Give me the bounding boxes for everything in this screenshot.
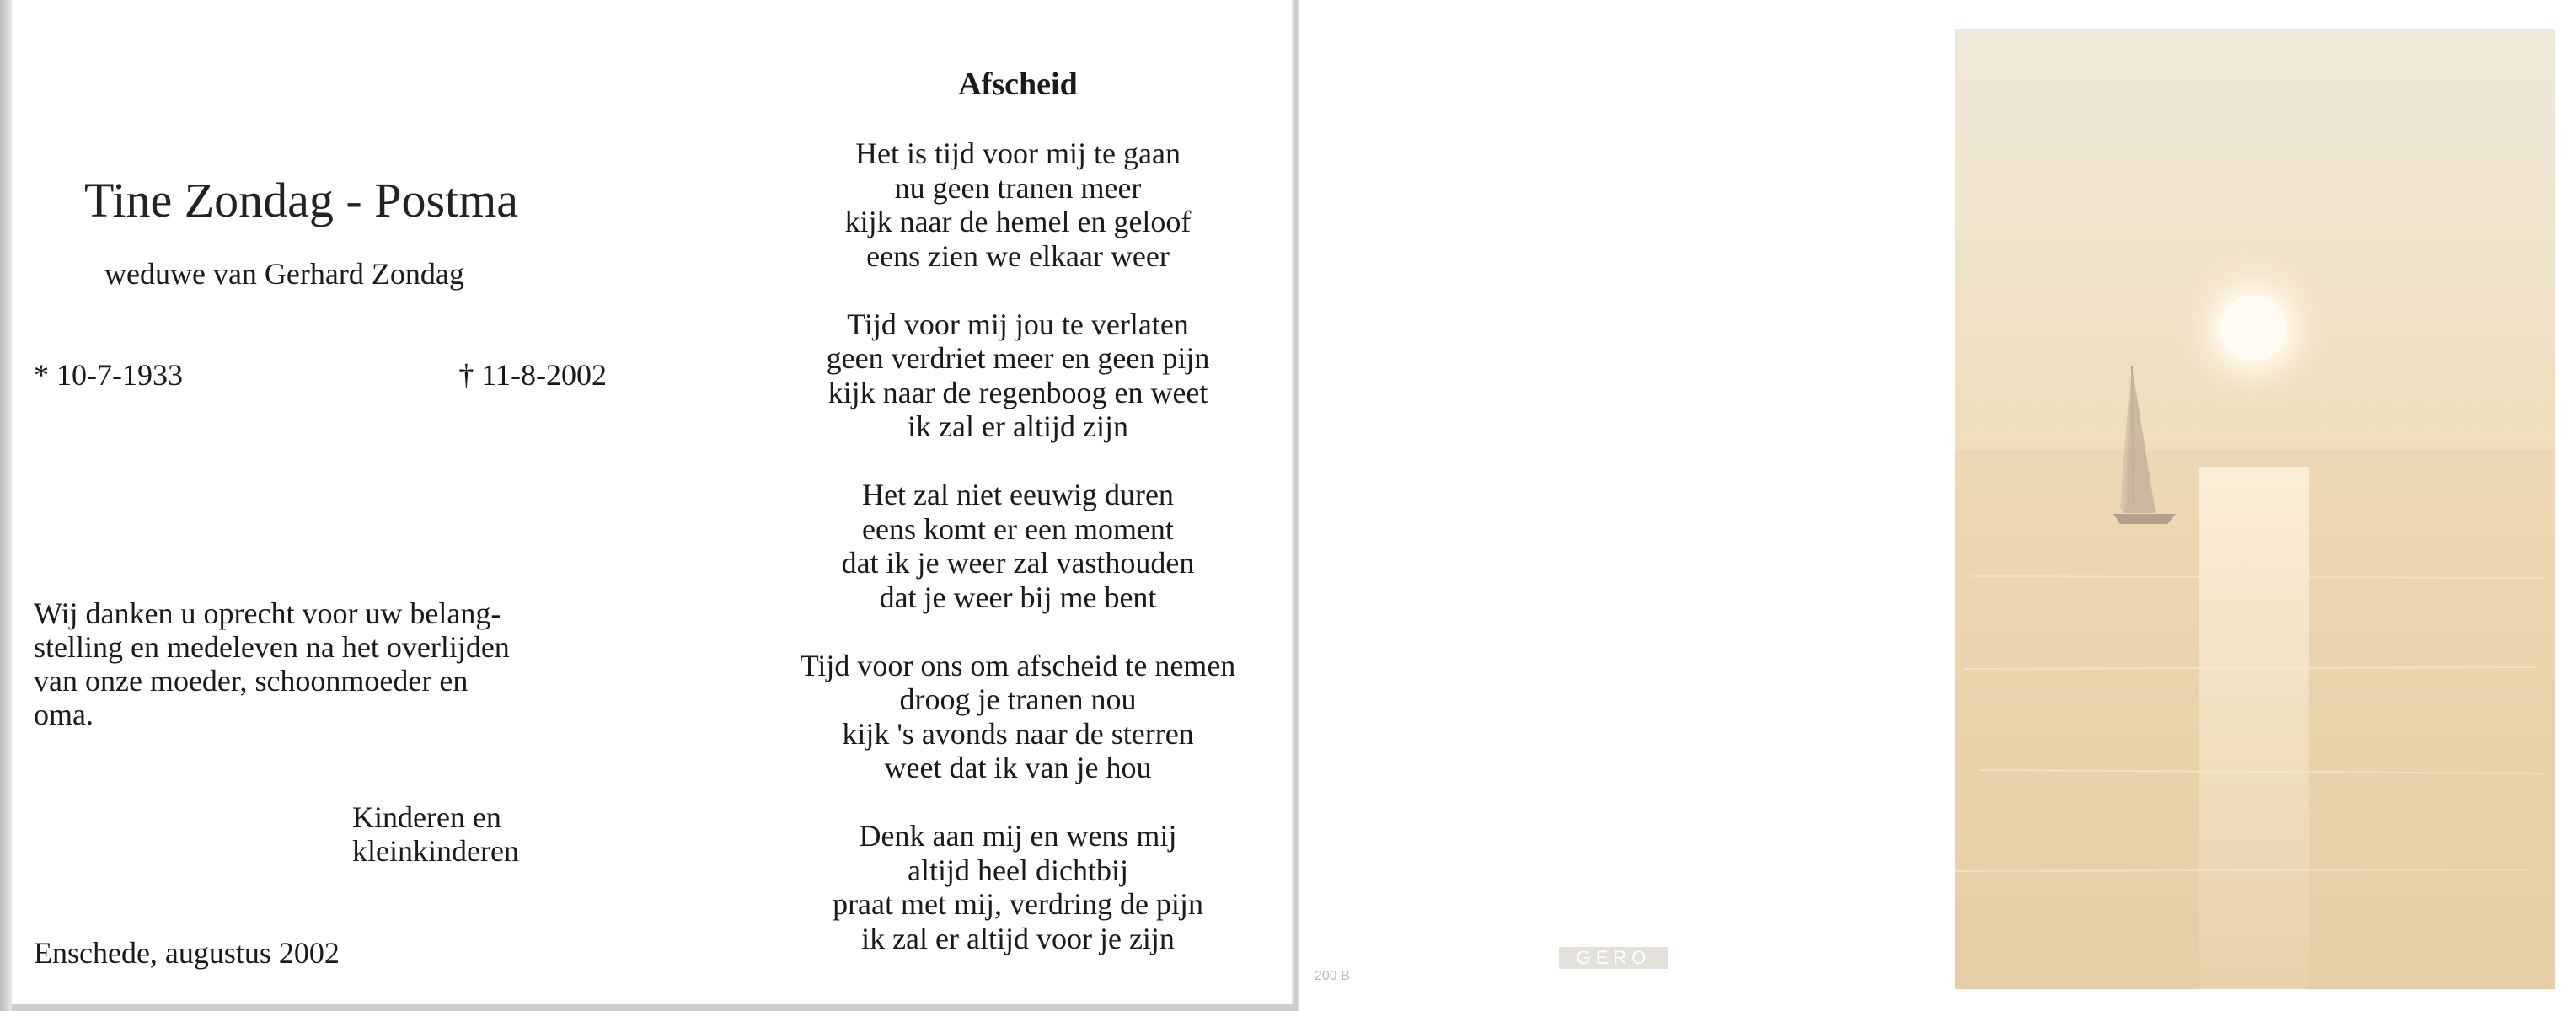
poem-line: geen verdriet meer en geen pijn [826, 341, 1210, 375]
card-bottom-edge [12, 1004, 1298, 1011]
thanks-line: Wij danken u oprecht voor uw belang- [34, 596, 501, 630]
thanks-line: oma. [34, 698, 94, 731]
poem [689, 136, 1347, 990]
place-date: Enschede, augustus 2002 [34, 936, 340, 970]
poem-line: kijk 's avonds naar de sterren [842, 716, 1194, 751]
poem-line: Tijd voor mij jou te verlaten [847, 307, 1189, 341]
gero-logo: GERO [1559, 947, 1668, 969]
poem-line: droog je tranen nou [899, 682, 1137, 716]
sun-reflection [2199, 467, 2309, 989]
poem-line: Denk aan mij en wens mij [859, 819, 1177, 853]
poem-line: eens zien we elkaar weer [866, 238, 1170, 273]
poem-line: Tijd voor ons om afscheid te nemen [800, 648, 1236, 682]
poem-line: dat je weer bij me bent [879, 580, 1157, 614]
poem-line: nu geen tranen meer [894, 170, 1142, 205]
thanks-line: van onze moeder, schoonmoeder en [34, 664, 469, 698]
signature-line: kleinkinderen [352, 834, 519, 868]
poem-line: kijk naar de hemel en geloof [844, 205, 1192, 238]
poem-line: praat met mij, verdring de pijn [833, 887, 1203, 921]
signature [352, 800, 519, 868]
photo-illustration [1955, 29, 2555, 989]
sun [2220, 295, 2287, 362]
poem-stanza [689, 819, 1347, 955]
poem-line: Het is tijd voor mij te gaan [855, 136, 1181, 170]
poem-line: ik zal er altijd voor je zijn [861, 921, 1175, 955]
poem-stanza [689, 136, 1347, 273]
card-left-edge [0, 0, 12, 1011]
signature-line: Kinderen en [352, 800, 501, 834]
thanks-line: stelling en medeleven na het overlijden [34, 630, 510, 664]
poem-line: Het zal niet eeuwig duren [862, 478, 1174, 511]
poem-line: kijk naar de regenboog en weet [827, 375, 1208, 409]
widow-of-line: weduwe van Gerhard Zondag [104, 257, 464, 291]
thanks-text [34, 596, 607, 731]
poem-line: altijd heel dichtbij [908, 853, 1128, 887]
poem-line: eens komt er een moment [862, 511, 1174, 546]
birth-date: * 10-7-1933 [34, 358, 183, 392]
deceased-name: Tine Zondag - Postma [84, 173, 519, 227]
poem-line: weet dat ik van je hou [884, 751, 1152, 784]
poem-line: ik zal er altijd zijn [908, 409, 1128, 443]
poem-stanza [689, 649, 1347, 785]
sunset-sailboat-photo [1955, 29, 2555, 989]
poem-stanza [689, 308, 1347, 444]
poem-line: dat ik je weer zal vasthouden [841, 546, 1195, 580]
card-code: 200 B [1315, 969, 1350, 983]
poem-stanza [689, 478, 1347, 614]
death-date: † 11-8-2002 [458, 358, 607, 392]
poem-title: Afscheid [958, 67, 1078, 102]
